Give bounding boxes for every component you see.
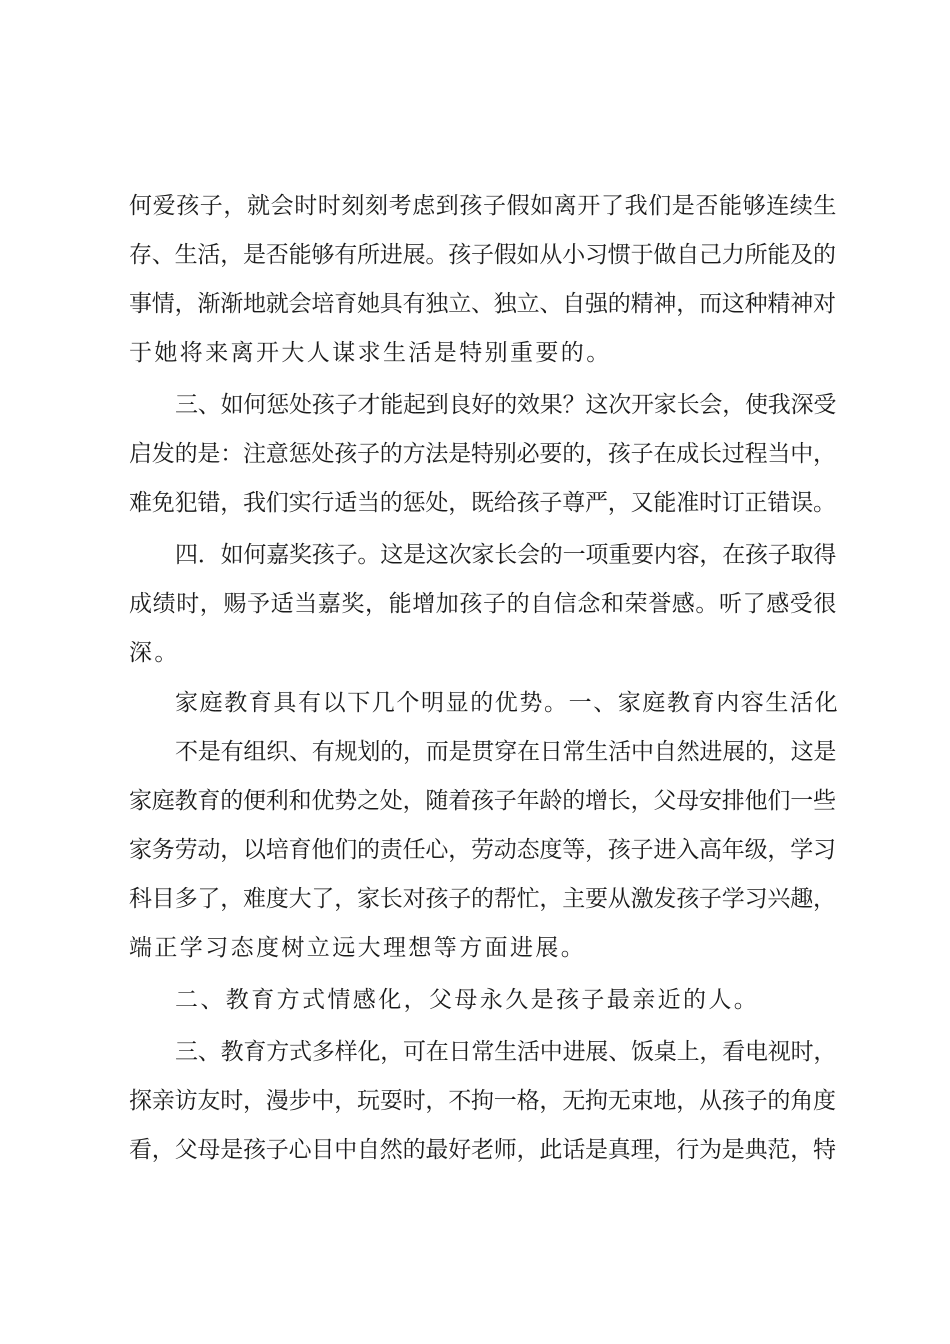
text-line: 存、生活，是否能够有所进展。孩子假如从小习惯于做自己力所能及的	[129, 242, 836, 268]
text-line: 家务劳动，以培育他们的责任心，劳动态度等，孩子进入高年级，学习	[129, 837, 836, 863]
text-line: 事情，渐渐地就会培育她具有独立、独立、自强的精神，而这种精神对	[129, 291, 836, 317]
text-line: 于她将来离开大人谋求生活是特别重要的。	[129, 340, 612, 366]
text-line: 三、教育方式多样化，可在日常生活中进展、饭桌上，看电视时，	[175, 1039, 837, 1065]
text-line: 不是有组织、有规划的，而是贯穿在日常生活中自然进展的，这是	[175, 739, 837, 765]
text-line: 三、如何惩处孩子才能起到良好的效果？这次开家长会，使我深受	[175, 392, 837, 418]
text-line: 科目多了，难度大了，家长对孩子的帮忙，主要从激发孩子学习兴趣，	[129, 886, 836, 912]
text-line: 启发的是：注意惩处孩子的方法是特别必要的，孩子在成长过程当中，	[129, 441, 836, 467]
text-line: 探亲访友时，漫步中，玩耍时，不拘一格，无拘无束地，从孩子的角度	[129, 1088, 836, 1114]
text-line: 成绩时，赐予适当嘉奖，能增加孩子的自信念和荣誉感。听了感受很	[129, 591, 837, 617]
text-line: 难免犯错，我们实行适当的惩处，既给孩子尊严，又能准时订正错误。	[129, 490, 836, 516]
text-line: 家庭教育具有以下几个明显的优势。一、家庭教育内容生活化	[175, 690, 840, 716]
text-line: 四．如何嘉奖孩子。这是这次家长会的一项重要内容，在孩子取得	[175, 542, 837, 568]
text-line: 端正学习态度树立远大理想等方面进展。	[129, 935, 587, 961]
text-line: 二、教育方式情感化，父母永久是孩子最亲近的人。	[175, 987, 760, 1013]
text-line: 何爱孩子，就会时时刻刻考虑到孩子假如离开了我们是否能够连续生	[129, 193, 837, 219]
text-line: 家庭教育的便利和优势之处，随着孩子年龄的增长，父母安排他们一些	[129, 788, 836, 814]
text-line: 看，父母是孩子心目中自然的最好老师，此话是真理，行为是典范，特	[129, 1137, 836, 1163]
text-line: 深。	[129, 640, 180, 666]
